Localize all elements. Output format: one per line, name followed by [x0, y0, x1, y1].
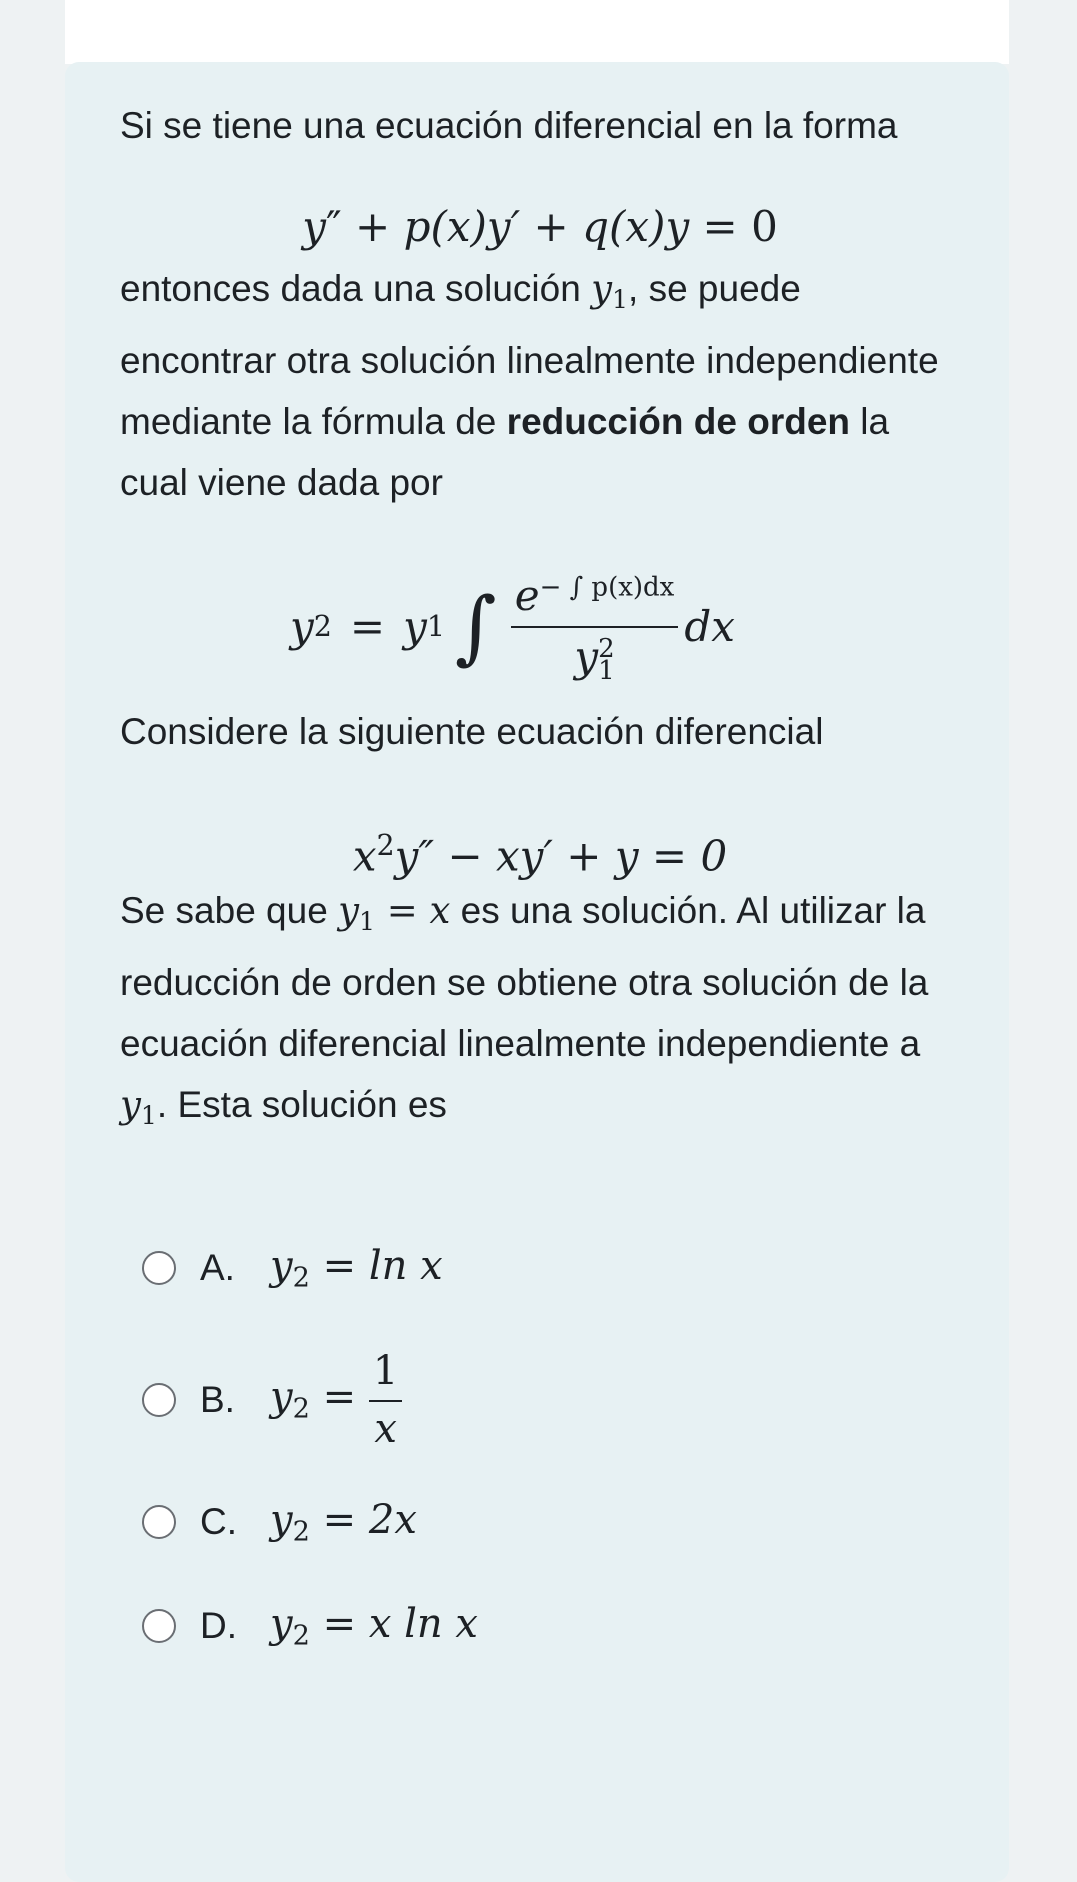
option-d[interactable] [120, 1594, 960, 1658]
reduction-formula: y 2 = y 1 ∫ $e^{- \int p(x)dx}$ y 2 1 dx [290, 570, 735, 686]
top-strip [65, 0, 1009, 64]
reduction-description: entonces dada una solución $y_1$, se puede encontrar otra solución linealmente independiente mediante la fórmula de reducción de orden la cual viene dada por [120, 267, 939, 504]
option-c[interactable] [120, 1490, 960, 1554]
radio-a[interactable] [142, 1251, 176, 1285]
option-b[interactable] [120, 1340, 960, 1460]
radio-c[interactable] [142, 1505, 176, 1539]
option-b-expression: $y_2$ = $\frac{1}{x}$ [270, 1348, 402, 1452]
radio-b[interactable] [142, 1383, 176, 1417]
option-a-expression: $y_2 = \ln x$ [270, 1242, 443, 1294]
radio-d[interactable] [142, 1609, 176, 1643]
option-b-letter: B. [200, 1379, 235, 1421]
option-d-expression: $y_2 = x$ ln x [270, 1600, 478, 1652]
consider-text: Considere la siguiente ecuación diferencial [120, 711, 824, 753]
known-solution-text: Se sabe que $y_1 = x$ es una solución. Al utilizar la reducción de orden se obtiene otra solución de la ecuación diferencial linealmente independiente a $y_1$. Esta solución es [120, 889, 929, 1131]
intro-text: Si se tiene una ecuación diferencial en la forma [120, 105, 898, 146]
formula-fraction: $e^{- \int p(x)dx}$ y 2 1 [511, 571, 679, 682]
specific-equation: $x^2y'' - xy' + y = 0$ [352, 828, 728, 881]
option-a-letter: A. [200, 1247, 235, 1289]
option-c-expression: $y_2 = 2x$ [270, 1496, 417, 1548]
option-a[interactable] [120, 1236, 960, 1300]
question-content [120, 95, 960, 1698]
answer-options [120, 1236, 960, 1658]
option-c-letter: C. [200, 1501, 237, 1543]
general-equation: y″ + p(x)y′ + q(x)y = 0 [302, 202, 778, 251]
bold-term: reducción de orden [506, 401, 851, 443]
option-d-letter: D. [200, 1605, 237, 1647]
